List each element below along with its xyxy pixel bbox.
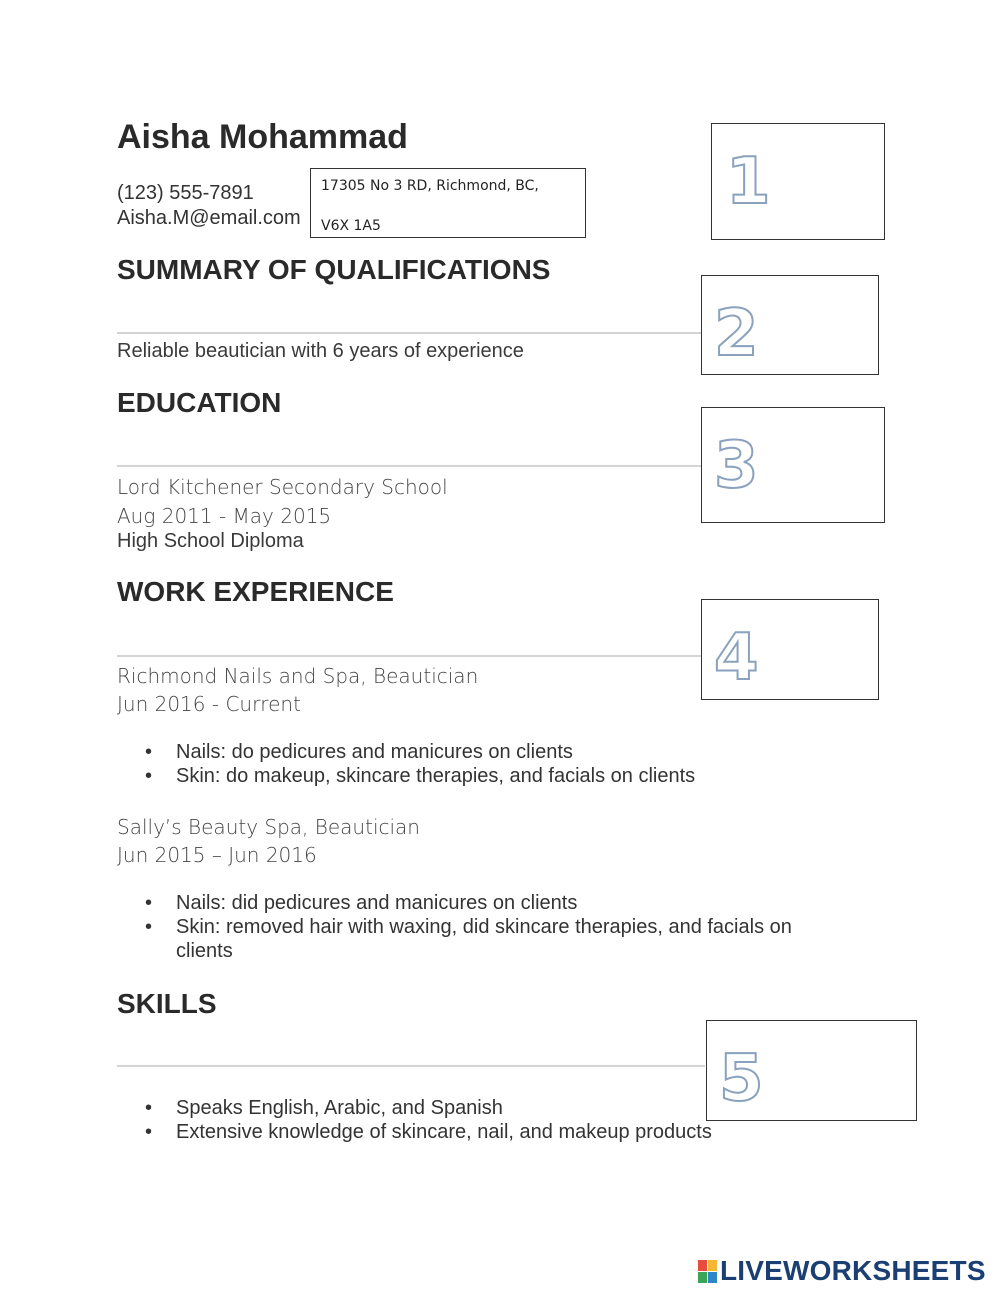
- candidate-name: Aisha Mohammad: [117, 118, 408, 156]
- email-address: Aisha.M@email.com: [117, 207, 301, 229]
- skills-heading: SKILLS: [117, 988, 217, 1019]
- school-name: Lord Kitchener Secondary School: [117, 475, 448, 499]
- summary-text: Reliable beautician with 6 years of experience: [117, 340, 524, 362]
- section-divider: [117, 465, 705, 467]
- list-item: • Skin: removed hair with waxing, did skincare therapies, and facials on: [145, 916, 792, 938]
- list-item: • Nails: did pedicures and manicures on clients: [145, 892, 578, 914]
- answer-box-1[interactable]: [711, 123, 885, 240]
- section-divider: [117, 655, 705, 657]
- box-number: 1: [726, 145, 771, 219]
- logo-text: LIVEWORKSHEETS: [720, 1255, 986, 1286]
- list-item-continuation: clients: [176, 940, 233, 962]
- job-duties-list: [145, 740, 695, 788]
- answer-box-5[interactable]: [706, 1020, 917, 1121]
- diploma: High School Diploma: [117, 530, 304, 552]
- work-heading: WORK EXPERIENCE: [117, 576, 394, 607]
- logo-blocks-icon: [698, 1260, 717, 1283]
- education-dates: Aug 2011 - May 2015: [117, 504, 332, 528]
- box-number: 3: [714, 429, 759, 503]
- section-divider: [117, 332, 705, 334]
- list-item: • Extensive knowledge of skincare, nail, and makeup products: [145, 1121, 712, 1143]
- address-line-1: 17305 No 3 RD, Richmond, BC,: [321, 178, 539, 194]
- answer-box-4[interactable]: [701, 599, 879, 700]
- address-line-2: V6X 1A5: [321, 218, 381, 234]
- job-dates: Jun 2015 – Jun 2016: [117, 843, 317, 867]
- list-item: • Skin: do makeup, skincare therapies, and facials on clients: [145, 765, 696, 787]
- list-item: • Speaks English, Arabic, and Spanish: [145, 1097, 503, 1119]
- job-title: Richmond Nails and Spa, Beautician: [117, 664, 479, 688]
- answer-box-3[interactable]: [701, 407, 885, 523]
- education-heading: EDUCATION: [117, 387, 282, 418]
- list-item: • Nails: do pedicures and manicures on clients: [145, 741, 573, 763]
- box-number: 4: [714, 621, 759, 695]
- summary-heading: SUMMARY OF QUALIFICATIONS: [117, 254, 551, 285]
- address-box: [310, 168, 586, 238]
- job-title: Sally’s Beauty Spa, Beautician: [117, 815, 420, 839]
- box-number: 2: [714, 297, 759, 371]
- phone-number: (123) 555-7891: [117, 182, 254, 204]
- job-dates: Jun 2016 - Current: [117, 692, 301, 716]
- answer-box-2[interactable]: [701, 275, 879, 375]
- job-duties-list: [145, 891, 792, 963]
- liveworksheets-logo: [698, 1255, 986, 1287]
- skills-list: [145, 1096, 712, 1144]
- box-number: 5: [719, 1042, 764, 1116]
- section-divider: [117, 1065, 705, 1067]
